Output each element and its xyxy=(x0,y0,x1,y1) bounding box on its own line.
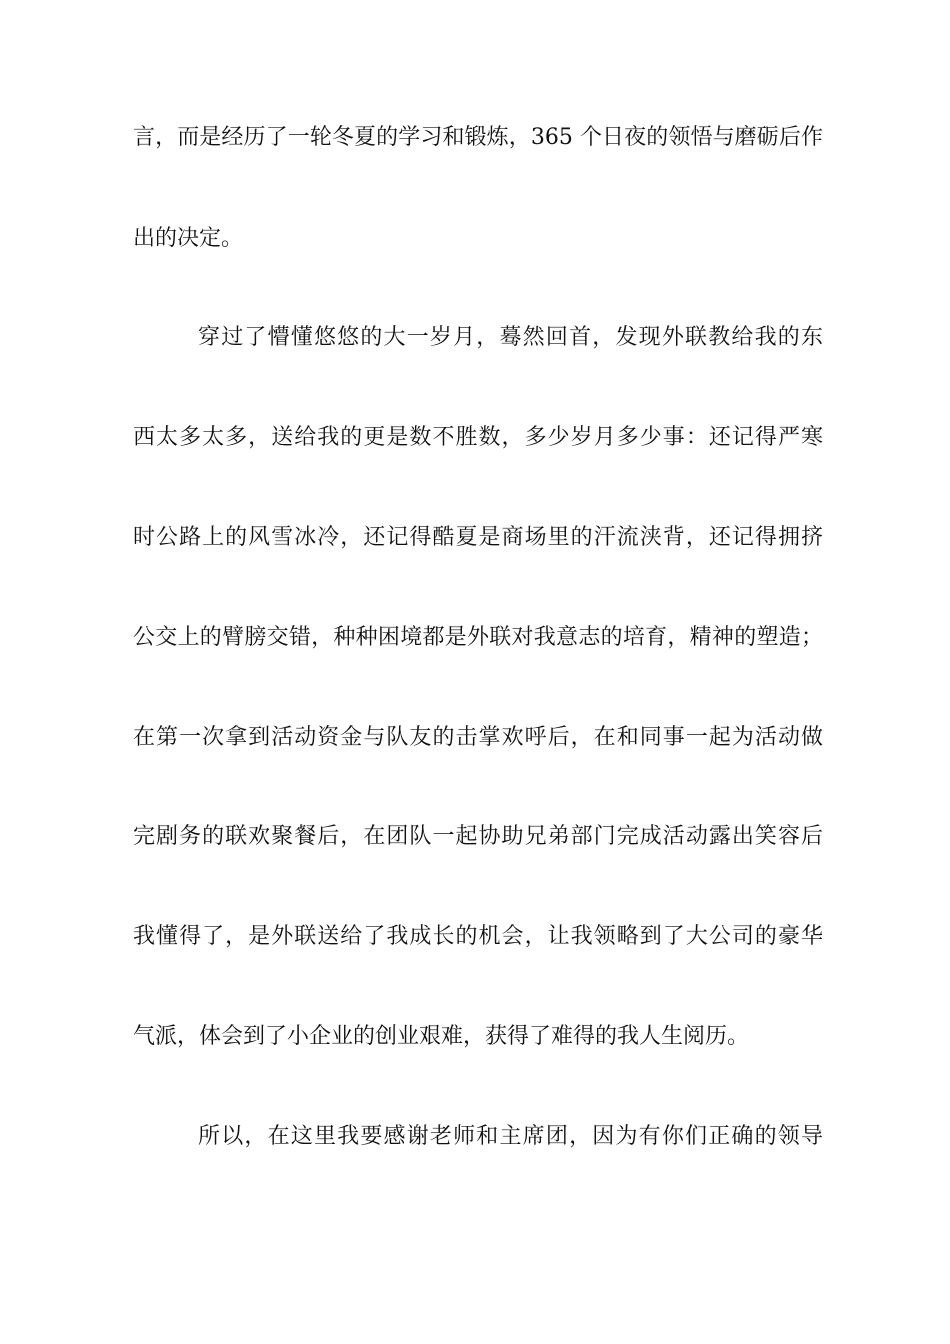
text-line: 时公路上的风雪冰冷，还记得酷夏是商场里的汗流浃背，还记得拥挤 xyxy=(133,525,823,550)
text-line: 出的决定。 xyxy=(133,226,244,251)
paragraph-first-line: 穿过了懵懂悠悠的大一岁月，蓦然回首，发现外联教给我的东 xyxy=(198,325,823,350)
text-line: 言，而是经历了一轮冬夏的学习和锻炼，365 个日夜的领悟与磨砺后作 xyxy=(133,125,823,150)
text-line: 我懂得了，是外联送给了我成长的机会，让我领略到了大公司的豪华 xyxy=(133,924,823,949)
text-line: 公交上的臂膀交错，种种困境都是外联对我意志的培育，精神的塑造； xyxy=(133,625,823,650)
text-line: 西太多太多，送给我的更是数不胜数，多少岁月多少事：还记得严寒 xyxy=(133,425,823,450)
text-line: 完剧务的联欢聚餐后，在团队一起协助兄弟部门完成活动露出笑容后 xyxy=(133,824,823,849)
text-line: 气派，体会到了小企业的创业艰难，获得了难得的我人生阅历。 xyxy=(133,1024,750,1049)
text-line: 在第一次拿到活动资金与队友的击掌欢呼后，在和同事一起为活动做 xyxy=(133,725,823,750)
paragraph-first-line: 所以，在这里我要感谢老师和主席团，因为有你们正确的领导 xyxy=(198,1124,823,1149)
